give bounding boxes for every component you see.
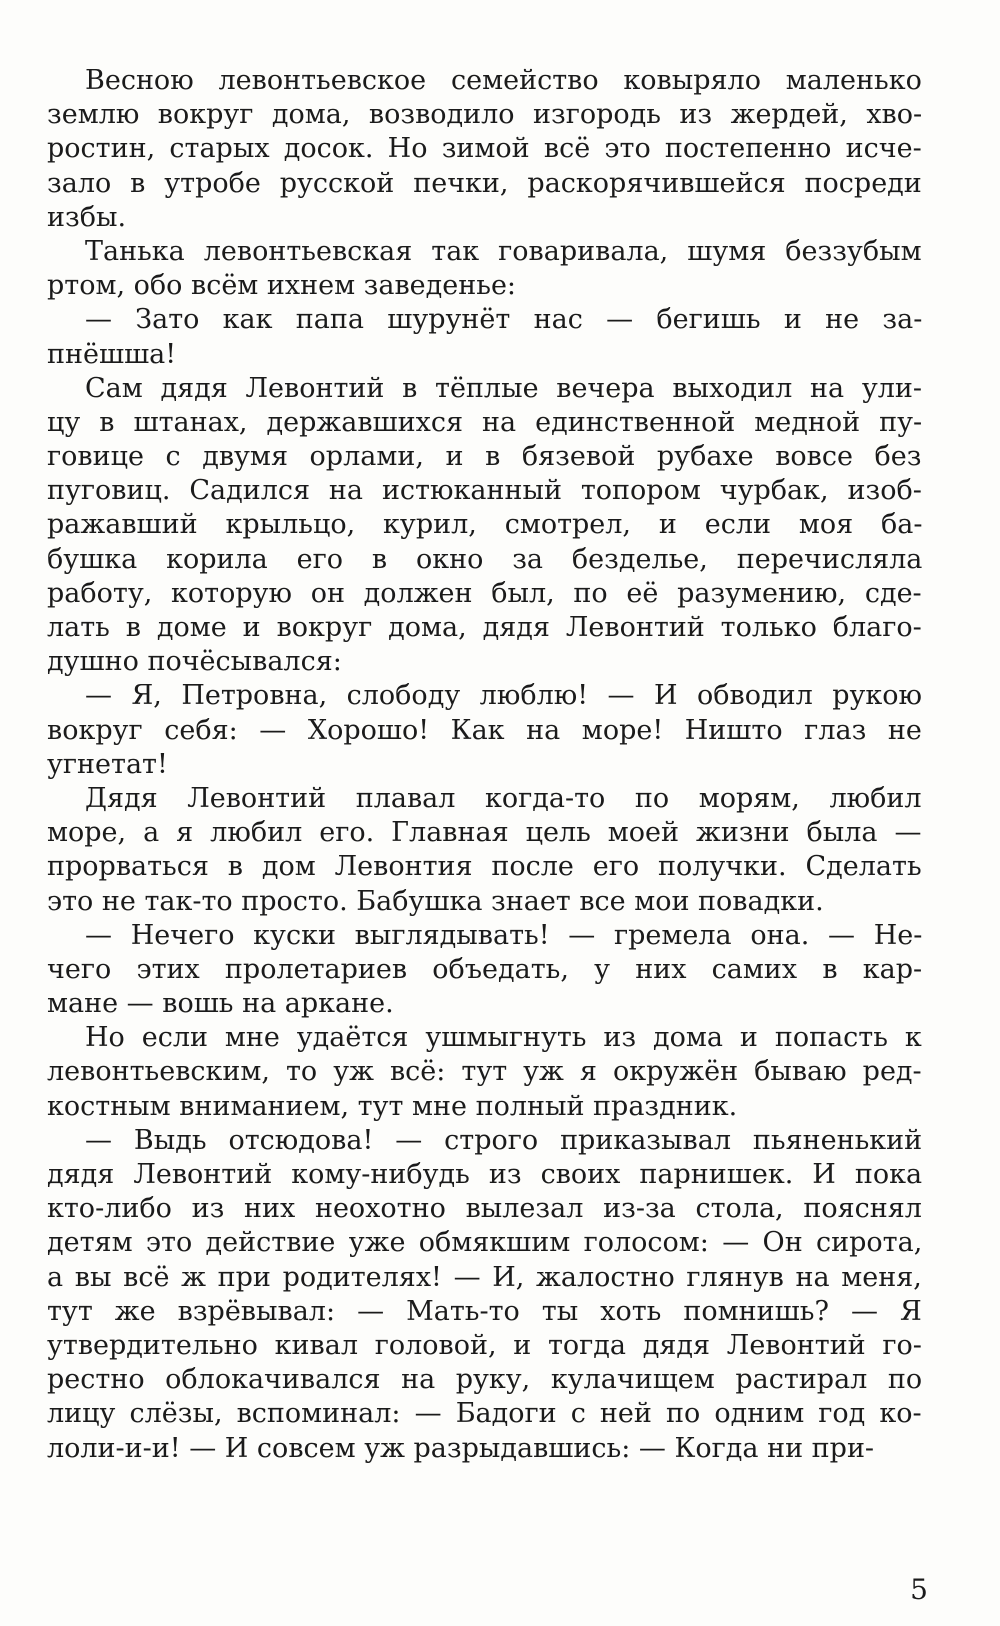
paragraph bbox=[47, 919, 922, 1022]
text-line: море, а я любил его. Главная цель моей жизни была — bbox=[47, 817, 922, 849]
text-line: Дядя Левонтий плавал когда-то по морям, любил bbox=[85, 782, 922, 814]
text-line: а вы всё ж при родителях! — И, жалостно глянув на меня, bbox=[47, 1261, 922, 1293]
text-line: — Выдь отсюдова! — строго приказывал пьяненький bbox=[85, 1124, 923, 1156]
text-line: — Зато как папа шурунёт нас — бегишь и не за- bbox=[85, 304, 923, 336]
text-line: Но если мне удаётся ушмыгнуть из дома и попасть к bbox=[85, 1022, 922, 1054]
text-line: пуговиц. Садился на истюканный топором чурбак, изоб- bbox=[47, 475, 922, 507]
text-line: работу, которую он должен был, по её разумению, сде- bbox=[47, 577, 922, 609]
text-line: зало в утробе русской печки, раскорячившейся посреди bbox=[47, 167, 922, 199]
text-line: лать в доме и вокруг дома, дядя Левонтий только благо- bbox=[47, 612, 922, 643]
text-line: прорваться в дом Левонтия после его получки. Сделать bbox=[47, 851, 922, 883]
text-line: костным вниманием, тут мне полный праздник. bbox=[47, 1090, 738, 1122]
paragraph bbox=[47, 303, 922, 371]
text-line: тут же взрёвывал: — Мать-то ты хоть помнишь? — Я bbox=[47, 1295, 922, 1327]
text-line: Весною левонтьевское семейство ковыряло маленько bbox=[85, 65, 922, 96]
paragraph bbox=[47, 235, 922, 303]
text-line: это не так-то просто. Бабушка знает все мои повадки. bbox=[47, 885, 824, 917]
text-line: говице с двумя орлами, и в бязевой рубахе вовсе без bbox=[47, 441, 922, 473]
text-line: ражавший крыльцо, курил, смотрел, и если моя ба- bbox=[47, 509, 923, 541]
text-line: — Нечего куски выглядывать! — гремела она. — Не- bbox=[85, 919, 923, 951]
text-line: землю вокруг дома, возводило изгородь из жердей, хво- bbox=[47, 99, 923, 131]
text-line: Сам дядя Левонтий в тёплые вечера выходил на ули- bbox=[85, 372, 922, 404]
paragraph bbox=[47, 64, 922, 235]
text-line: ртом, обо всём ихнем заведенье: bbox=[47, 270, 517, 302]
paragraph bbox=[47, 372, 922, 680]
text-line: детям это действие уже обмякшим голосом: — Он сирота, bbox=[47, 1227, 923, 1259]
text-line: утвердительно кивал головой, и тогда дядя Левонтий го- bbox=[47, 1329, 922, 1361]
paragraph bbox=[47, 1021, 922, 1124]
text-line: лоли-и-и! — И совсем уж разрыдавшись: — Когда ни при- bbox=[47, 1432, 875, 1464]
text-line: левонтьевским, то уж всё: тут уж я окружён бываю ред- bbox=[47, 1056, 922, 1088]
text-line: дядя Левонтий кому-нибудь из своих парнишек. И пока bbox=[47, 1159, 923, 1190]
text-line: вокруг себя: — Хорошо! Как на море! Ништо глаз не bbox=[47, 714, 922, 746]
text-line: — Я, Петровна, слободу люблю! — И обводил рукою bbox=[85, 680, 923, 712]
body-text bbox=[47, 64, 922, 1466]
text-line: лицу слёзы, вспоминал: — Бадоги с ней по одним год ко- bbox=[47, 1398, 922, 1430]
text-line: кто-либо из них неохотно вылезал из-за стола, пояснял bbox=[47, 1193, 922, 1225]
paragraph bbox=[47, 782, 922, 919]
text-line: пнёшша! bbox=[47, 338, 177, 370]
text-line: угнетат! bbox=[47, 748, 168, 780]
text-line: мане — вошь на аркане. bbox=[47, 988, 394, 1020]
text-line: чего этих пролетариев объедать, у них самих в кар- bbox=[47, 953, 923, 985]
paragraph bbox=[47, 679, 922, 782]
paragraph bbox=[47, 1124, 922, 1466]
text-line: рестно облокачивался на руку, кулачищем растирал по bbox=[47, 1364, 923, 1396]
text-line: ростин, старых досок. Но зимой всё это постепенно исче- bbox=[47, 133, 922, 165]
text-line: бушка корила его в окно за безделье, перечисляла bbox=[47, 543, 923, 575]
text-line: Танька левонтьевская так говаривала, шумя беззубым bbox=[85, 235, 922, 267]
text-line: душно почёсывался: bbox=[47, 646, 342, 678]
text-line: избы. bbox=[47, 201, 127, 233]
page-number: 5 bbox=[910, 1573, 928, 1606]
text-line: цу в штанах, державшихся на единственной медной пу- bbox=[47, 406, 923, 438]
